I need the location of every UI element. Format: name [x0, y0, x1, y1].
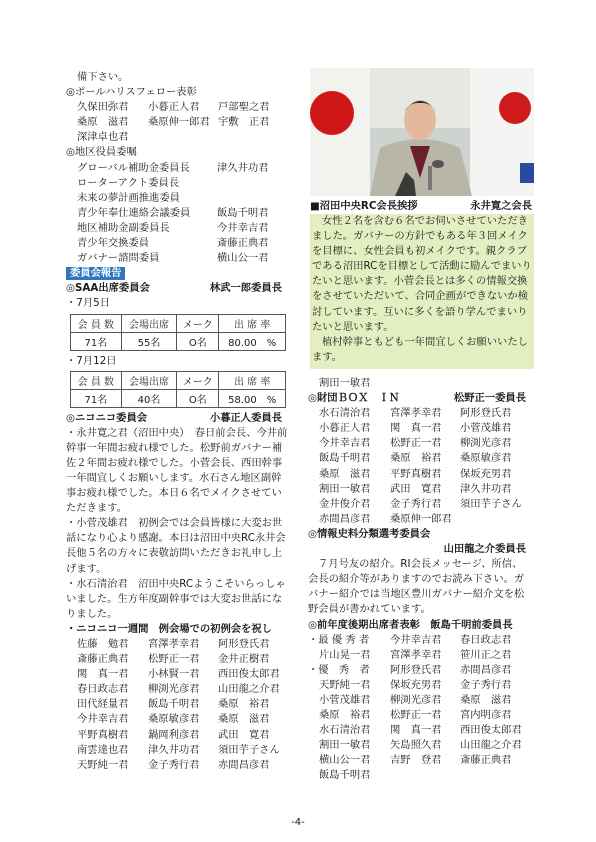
- info-paragraph: ７月号友の紹介。RI会長メッセージ、所信、会長の紹介等がありますのでお読み下さい。ガバナー紹介では当地区豊川ガバナー紹介文を松野会員が書かれています。: [308, 558, 525, 616]
- name: 須田芋子さん: [460, 497, 522, 510]
- table-row: [71, 389, 286, 407]
- role-row: [66, 161, 288, 176]
- right-column: [308, 376, 532, 784]
- name: 宮澤孝幸君: [390, 648, 442, 661]
- name: 戸部聖之君: [218, 101, 270, 114]
- name: 桑原 滋君: [218, 713, 270, 726]
- name: 保坂充男君: [390, 678, 442, 691]
- name-row: [66, 697, 288, 712]
- name: 桑原伸一郎君: [148, 116, 210, 129]
- name-row: [66, 115, 288, 130]
- name: 小菅茂雄君: [319, 693, 371, 706]
- section-heading-niko: ◎ニコニコ委員会: [66, 411, 148, 424]
- name: 水石清治君: [319, 724, 371, 737]
- award-label: ・優 秀 者: [308, 663, 370, 676]
- name: 柳渕光彦君: [148, 683, 200, 696]
- name: 桑原 裕君: [390, 452, 442, 465]
- name: 田代経量君: [77, 698, 129, 711]
- niko-heading-row: [66, 411, 288, 426]
- name-row: [308, 678, 532, 693]
- role-row: [66, 206, 288, 221]
- name: 斎藤正典君: [77, 653, 129, 666]
- name: 桑原敏彦君: [460, 452, 512, 465]
- name-row: [308, 467, 532, 482]
- name: 金子秀行君: [390, 497, 442, 510]
- name: 水石清治君: [319, 407, 371, 420]
- name: 津久井功君: [460, 482, 512, 495]
- greeting-paragraph: 植村幹事ともども一年間宜しくお願いいたします。: [312, 335, 528, 363]
- name: 南雲達也君: [77, 743, 129, 756]
- name: 割田一敏君: [319, 482, 371, 495]
- table-cell: 71名: [71, 332, 122, 350]
- name: 割田一敏君: [319, 377, 371, 389]
- name: 桑原伸一郎君: [390, 512, 452, 525]
- caption-name: 永井寛之会長: [470, 200, 532, 212]
- niko-paragraph: ・水石清治君 沼田中央RCようこそいらっしゃいました。生方年度副幹事では大変お世話になりました。: [66, 577, 286, 620]
- header-cell: 出 席 率: [219, 314, 286, 332]
- role-row: [66, 236, 288, 251]
- name: 飯島千明君: [148, 698, 200, 711]
- name: 津久井功君: [217, 161, 269, 174]
- text-line: 備下さい。: [77, 71, 129, 83]
- role: 未来の夢計画推進委員: [77, 191, 180, 204]
- name: 小暮正人君: [319, 422, 371, 435]
- table-header-row: [71, 371, 286, 389]
- role-row: [66, 221, 288, 236]
- header-cell: 会 員 数: [71, 371, 122, 389]
- name: 西田俊太郎君: [218, 668, 280, 681]
- best-row: [308, 633, 532, 648]
- speaker-photo-illustration: [310, 68, 534, 196]
- header-cell: 出 席 率: [219, 371, 286, 389]
- table-cell: 55名: [121, 332, 177, 350]
- section-heading-district: ◎地区役員委嘱: [66, 146, 137, 159]
- name: 阿形登氏君: [218, 638, 270, 650]
- name-row: [308, 753, 532, 768]
- name: 飯島千明君: [319, 452, 371, 465]
- section-heading-zaidan: ◎財団ＢＯＸ ＩＮ: [308, 392, 400, 405]
- name: 小菅茂雄君: [460, 422, 512, 435]
- role: ガバナー諮問委員: [77, 252, 160, 265]
- section-heading-info: ◎情報史料分類選考委員会: [308, 527, 431, 540]
- name: 天野純一君: [77, 758, 129, 771]
- greeting-box: [310, 214, 534, 369]
- name: 佐藤 勉君: [77, 638, 129, 650]
- attendance-table-2: [70, 371, 286, 408]
- name: 宮澤孝幸君: [390, 407, 442, 420]
- page-number: -4-: [291, 817, 305, 828]
- good-row: [308, 663, 532, 678]
- name-row: [66, 637, 288, 652]
- role-row: [66, 251, 288, 266]
- name: 阿形登氏君: [460, 407, 512, 420]
- zaidan-name-list: [308, 406, 532, 527]
- name: 斎藤正典君: [217, 237, 269, 250]
- name: 小林賢一君: [148, 668, 200, 681]
- name: 阿形登氏君: [390, 663, 442, 676]
- name: 桑原 滋君: [460, 693, 512, 706]
- name: 笹川正之君: [460, 648, 512, 661]
- name: 関 真一君: [77, 668, 129, 681]
- role: グローバル補助金委員長: [77, 161, 190, 174]
- chair-name: 松野正一委員長: [453, 392, 526, 405]
- name: 山田龍之介君: [218, 683, 280, 696]
- header-cell: 会場出席: [121, 314, 177, 332]
- name: 飯島千明君: [319, 769, 371, 782]
- name-row: [308, 421, 532, 436]
- report-tag-row: [66, 266, 288, 281]
- name: 吉野 登君: [390, 754, 442, 767]
- name-row: [66, 100, 288, 115]
- name: 平野真樹君: [390, 467, 442, 480]
- name-row: [66, 743, 288, 758]
- name-row: [66, 652, 288, 667]
- name: 山田龍之介君: [460, 739, 522, 752]
- name: 宮澤孝幸君: [148, 638, 200, 650]
- section-heading-prev-attendance: ◎前年度後期出席者表彰 飯島千明前委員長: [308, 618, 513, 631]
- speaker-photo: [310, 68, 534, 196]
- name-row: [66, 728, 288, 743]
- photo-caption: [310, 199, 534, 214]
- name: 西田俊太郎君: [460, 724, 522, 737]
- name-row: [308, 406, 532, 421]
- caption-title: ■沼田中央RC会長挨拶: [310, 200, 418, 212]
- name: 横山公一君: [319, 754, 371, 767]
- name: 関 真一君: [390, 724, 442, 737]
- week-heading: ・ニコニコ一週間 例会場での初例会を祝し: [66, 622, 272, 635]
- role: 青少年奉仕連絡会議委員: [77, 206, 191, 219]
- name-row: [308, 482, 532, 497]
- week-name-list: [66, 637, 288, 773]
- name-row: [66, 712, 288, 727]
- name: 柳渕光彦君: [460, 437, 512, 450]
- name: 春日政志君: [77, 683, 129, 696]
- greeting-paragraph: 女性２名を含む６名でお伺いさせていただきました。ガバナーの方針でもある年３回メイクを目標に、女性会員も初メイクです。親クラブである沼田RCを目標として活動に励んでまいりたいと思います。小菅会長とは多くの情報交換をさせていただいて、合同企画ができないか検討しています。互いに多くを語り学んでまいりたいと思います。: [312, 215, 532, 333]
- name: 宮内明彦君: [460, 709, 512, 722]
- name: 桑原 裕君: [218, 698, 270, 711]
- name-row: [66, 667, 288, 682]
- section-heading-saa: ◎SAA出席委員会: [66, 282, 150, 295]
- header-cell: 会 員 数: [71, 314, 122, 332]
- table-cell: 40名: [121, 389, 177, 407]
- table-cell: 58.00 %: [219, 389, 286, 407]
- name: 深津卓也君: [77, 131, 129, 144]
- table-header-row: [71, 314, 286, 332]
- role-row: [66, 176, 288, 191]
- section-heading-paul-harris: ◎ポールハリスフェロー表彰: [66, 86, 197, 99]
- name: 小暮正人君: [148, 101, 200, 114]
- name: 今井幸吉君: [77, 713, 129, 726]
- name: 武田 寛君: [218, 728, 270, 741]
- name: 矢島照久君: [390, 739, 442, 752]
- committee-report-tag: 委員会報告: [66, 267, 125, 280]
- name: 横山公一君: [217, 252, 269, 265]
- role: 地区補助金副委員長: [77, 221, 170, 234]
- name-row: [308, 512, 532, 527]
- name: 春日政志君: [460, 633, 512, 646]
- table-row: [71, 332, 286, 350]
- name: 関 真一君: [390, 422, 442, 435]
- niko-paragraph: ・小菅茂雄君 初例会では会員皆様に大変お世話になり心より感謝。本日は沼田中央RC永井会長他５名の方々に表敬訪問いただきお礼申し上げます。: [66, 517, 286, 575]
- left-column: [66, 70, 288, 773]
- name: 平野真樹君: [77, 728, 129, 741]
- name: 金井俊介君: [319, 497, 371, 510]
- name: 久保田弥君: [77, 101, 129, 114]
- name: 飯島千明君: [217, 206, 269, 219]
- name: 桑原 滋君: [77, 116, 129, 129]
- name: 武田 寛君: [390, 482, 442, 495]
- header-cell: メーク: [177, 371, 219, 389]
- name: 松野正一君: [148, 653, 200, 666]
- name: 桑原 裕君: [319, 709, 371, 722]
- name: 片山晃一君: [319, 648, 371, 661]
- role: 青少年交換委員: [77, 237, 150, 250]
- name: 赤間昌彦君: [319, 512, 371, 525]
- name: 天野純一君: [319, 678, 371, 691]
- name: 今井幸吉君: [319, 437, 371, 450]
- name-row: [308, 768, 532, 783]
- table-cell: 80.00 %: [219, 332, 286, 350]
- name: 割田一敏君: [319, 739, 371, 752]
- role: ローターアクト委員長: [77, 176, 180, 189]
- name: 保坂充男君: [460, 467, 512, 480]
- header-cell: メーク: [177, 314, 219, 332]
- name: 金井正樹君: [218, 653, 270, 666]
- name-row: [308, 693, 532, 708]
- date-label: ・7月12日: [66, 354, 117, 367]
- name: 桑原敏彦君: [148, 713, 200, 726]
- name-row: [308, 451, 532, 466]
- attendance-table-1: [70, 314, 286, 351]
- table-cell: 71名: [71, 389, 122, 407]
- name: 斎藤正典君: [460, 754, 512, 767]
- name-row: [66, 682, 288, 697]
- name: 柳渕光彦君: [390, 693, 442, 706]
- name: 赤間昌彦君: [460, 663, 512, 676]
- header-cell: 会場出席: [121, 371, 177, 389]
- name: 桑原 滋君: [319, 467, 371, 480]
- name-row: [308, 738, 532, 753]
- name: 須田芋子さん: [218, 743, 280, 756]
- chair-name: 小暮正人委員長: [209, 411, 282, 424]
- name-row: [66, 758, 288, 773]
- niko-paragraph: ・永井寛之君（沼田中央） 春日前会長、今井前幹事一年間お疲れ様でした。松野前ガバナー補佐２年間お疲れ様でした。小菅会長、西田幹事一年間宜しくお願いします。水石さん地区副幹事お疲れ様でした。本日６名でメイクさせていただきます。: [66, 426, 288, 515]
- name: 赤間昌彦君: [218, 758, 270, 771]
- table-cell: O名: [177, 389, 219, 407]
- name-row: [308, 648, 532, 663]
- role-row: [66, 191, 288, 206]
- name: 鍋岡利彦君: [148, 728, 200, 741]
- name-row: [308, 723, 532, 738]
- zaidan-heading-row: [308, 391, 532, 406]
- name: 今井幸吉君: [390, 633, 442, 646]
- award-label: ・最 優 秀 者: [308, 633, 370, 646]
- table-cell: O名: [177, 332, 219, 350]
- name: 宇敷 正君: [218, 116, 270, 129]
- name: 今井幸吉君: [217, 221, 269, 234]
- name-row: [308, 497, 532, 512]
- saa-heading-row: [66, 281, 288, 296]
- good-name-list: [308, 678, 532, 784]
- date-label: ・7月5日: [66, 297, 110, 310]
- name: 金子秀行君: [460, 678, 512, 691]
- name: 津久井功君: [148, 743, 200, 756]
- name: 金子秀行君: [148, 758, 200, 771]
- chair-name: 山田龍之介委員長: [443, 543, 526, 556]
- name-row: [308, 436, 532, 451]
- chair-name: 林武一郎委員長: [209, 282, 282, 295]
- name-row: [308, 708, 532, 723]
- name: 松野正一君: [390, 437, 442, 450]
- name: 松野正一君: [390, 709, 442, 722]
